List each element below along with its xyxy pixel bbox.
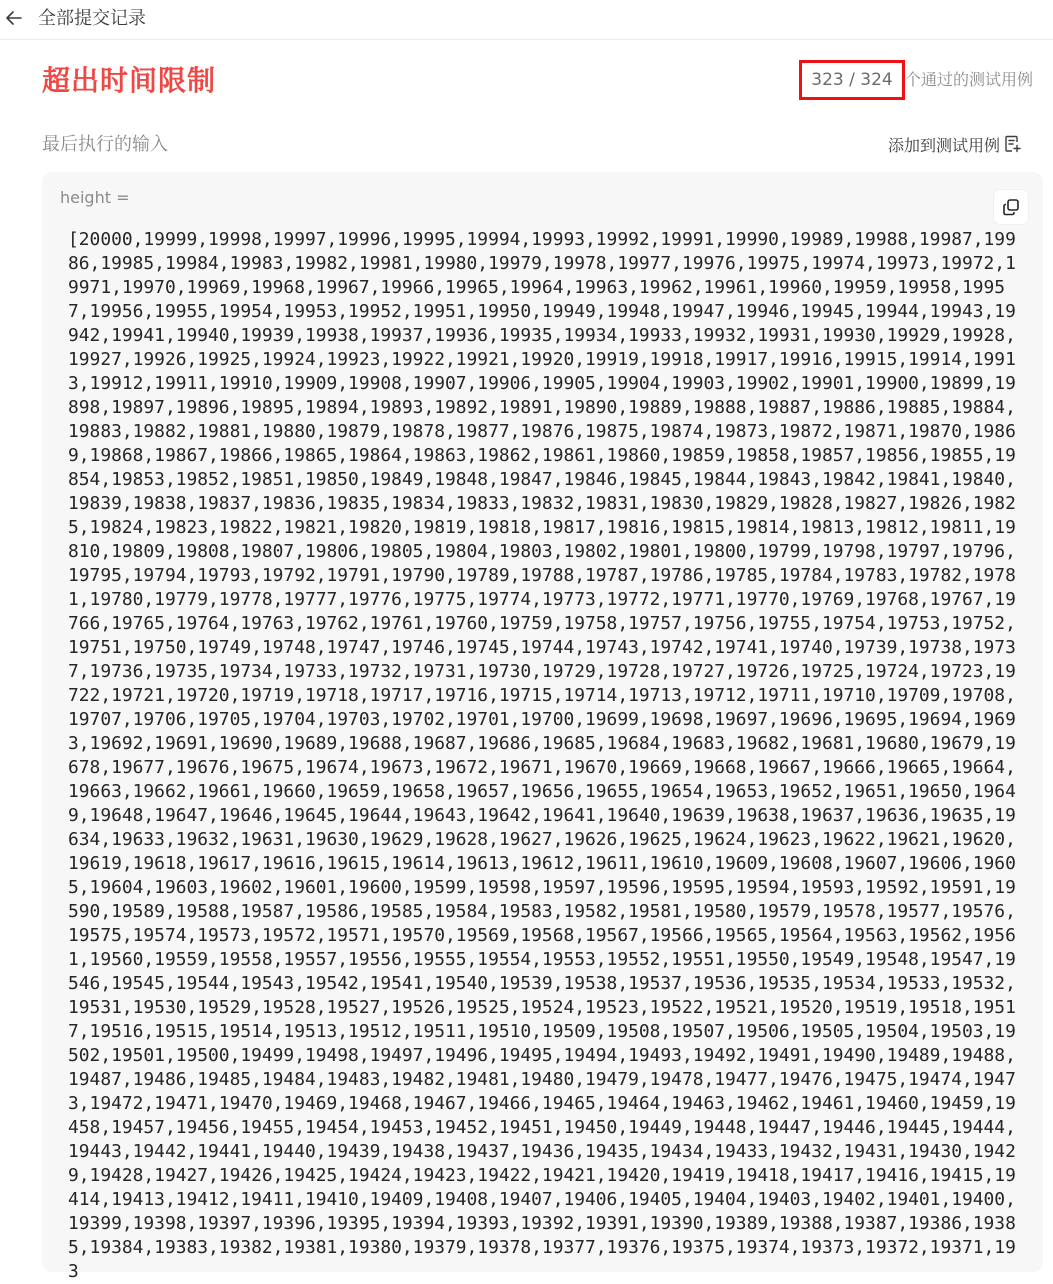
- add-to-testcase-label: 添加到测试用例: [888, 135, 1001, 155]
- passed-count-highlight: [799, 60, 905, 100]
- passed-count: 323 / 324: [811, 70, 893, 90]
- variable-name: height =: [60, 188, 130, 207]
- add-to-testcase-icon: [1004, 135, 1022, 153]
- last-input-heading: 最后执行的输入: [42, 134, 168, 155]
- input-value: [20000,19999,19998,19997,19996,19995,19994,19993,19992,19991,19990,19989,19988,19987,19986,19985,19984,19983,19982,19981,19980,19979,19978,19977,19976,19975,19974,19973,19972,19971,19970,19969,19968,19967,19966,19965,19964,19963,19962,19961,19960,19959,19958,19957,19956,19955,19954,19953,19952,19951,19950,19949,19948,19947,19946,19945,19944,19943,19942,19941,19940,19939,19938,19937,19936,19935,19934,19933,19932,19931,19930,19929,19928,19927,19926,19925,19924,19923,19922,19921,19920,19919,19918,19917,19916,19915,19914,19913,19912,19911,19910,19909,19908,19907,19906,19905,19904,19903,19902,19901,19900,19899,19898,19897,19896,19895,19894,19893,19892,19891,19890,19889,19888,19887,19886,19885,19884,19883,19882,19881,19880,19879,19878,19877,19876,19875,19874,19873,19872,19871,19870,19869,19868,19867,19866,19865,19864,19863,19862,19861,19860,19859,19858,19857,19856,19855,19854,19853,19852,19851,19850,19849,19848,19847,19846,19845,19844,19843,19842,19841,19840,19839,19838,19837,19836,19835,19834,19833,19832,19831,19830,19829,19828,19827,19826,19825,19824,19823,19822,19821,19820,19819,19818,19817,19816,19815,19814,19813,19812,19811,19810,19809,19808,19807,19806,19805,19804,19803,19802,19801,19800,19799,19798,19797,19796,19795,19794,19793,19792,19791,19790,19789,19788,19787,19786,19785,19784,19783,19782,19781,19780,19779,19778,19777,19776,19775,19774,19773,19772,19771,19770,19769,19768,19767,19766,19765,19764,19763,19762,19761,19760,19759,19758,19757,19756,19755,19754,19753,19752,19751,19750,19749,19748,19747,19746,19745,19744,19743,19742,19741,19740,19739,19738,19737,19736,19735,19734,19733,19732,19731,19730,19729,19728,19727,19726,19725,19724,19723,19722,19721,19720,19719,19718,19717,19716,19715,19714,19713,19712,19711,19710,19709,19708,19707,19706,19705,19704,19703,19702,19701,19700,19699,19698,19697,19696,19695,19694,19693,19692,19691,19690,19689,19688,19687,19686,19685,19684,19683,19682,19681,19680,19679,19678,19677,19676,19675,19674,19673,19672,19671,19670,19669,19668,19667,19666,19665,19664,19663,19662,19661,19660,19659,19658,19657,19656,19655,19654,19653,19652,19651,19650,19649,19648,19647,19646,19645,19644,19643,19642,19641,19640,19639,19638,19637,19636,19635,19634,19633,19632,19631,19630,19629,19628,19627,19626,19625,19624,19623,19622,19621,19620,19619,19618,19617,19616,19615,19614,19613,19612,19611,19610,19609,19608,19607,19606,19605,19604,19603,19602,19601,19600,19599,19598,19597,19596,19595,19594,19593,19592,19591,19590,19589,19588,19587,19586,19585,19584,19583,19582,19581,19580,19579,19578,19577,19576,19575,19574,19573,19572,19571,19570,19569,19568,19567,19566,19565,19564,19563,19562,19561,19560,19559,19558,19557,19556,19555,19554,19553,19552,19551,19550,19549,19548,19547,19546,19545,19544,19543,19542,19541,19540,19539,19538,19537,19536,19535,19534,19533,19532,19531,19530,19529,19528,19527,19526,19525,19524,19523,19522,19521,19520,19519,19518,19517,19516,19515,19514,19513,19512,19511,19510,19509,19508,19507,19506,19505,19504,19503,19502,19501,19500,19499,19498,19497,19496,19495,19494,19493,19492,19491,19490,19489,19488,19487,19486,19485,19484,19483,19482,19481,19480,19479,19478,19477,19476,19475,19474,19473,19472,19471,19470,19469,19468,19467,19466,19465,19464,19463,19462,19461,19460,19459,19458,19457,19456,19455,19454,19453,19452,19451,19450,19449,19448,19447,19446,19445,19444,19443,19442,19441,19440,19439,19438,19437,19436,19435,19434,19433,19432,19431,19430,19429,19428,19427,19426,19425,19424,19423,19422,19421,19420,19419,19418,19417,19416,19415,19414,19413,19412,19411,19410,19409,19408,19407,19406,19405,19404,19403,19402,19401,19400,19399,19398,19397,19396,19395,19394,19393,19392,19391,19390,19389,19388,19387,19386,19385,19384,19383,19382,19381,19380,19379,19378,19377,19376,19375,19374,19373,19372,19371,193: [68, 229, 1016, 1282]
- last-input-panel: [42, 172, 1043, 1282]
- copy-button[interactable]: [994, 190, 1028, 224]
- all-submissions-link[interactable]: 全部提交记录: [38, 8, 146, 29]
- add-to-testcase-button[interactable]: [888, 132, 1022, 156]
- copy-icon: [1001, 197, 1021, 217]
- passed-count-suffix: 个通过的测试用例: [905, 70, 1034, 89]
- arrow-left-icon[interactable]: [4, 8, 24, 28]
- submission-status: 超出时间限制: [42, 64, 217, 97]
- top-bar: [0, 0, 1053, 40]
